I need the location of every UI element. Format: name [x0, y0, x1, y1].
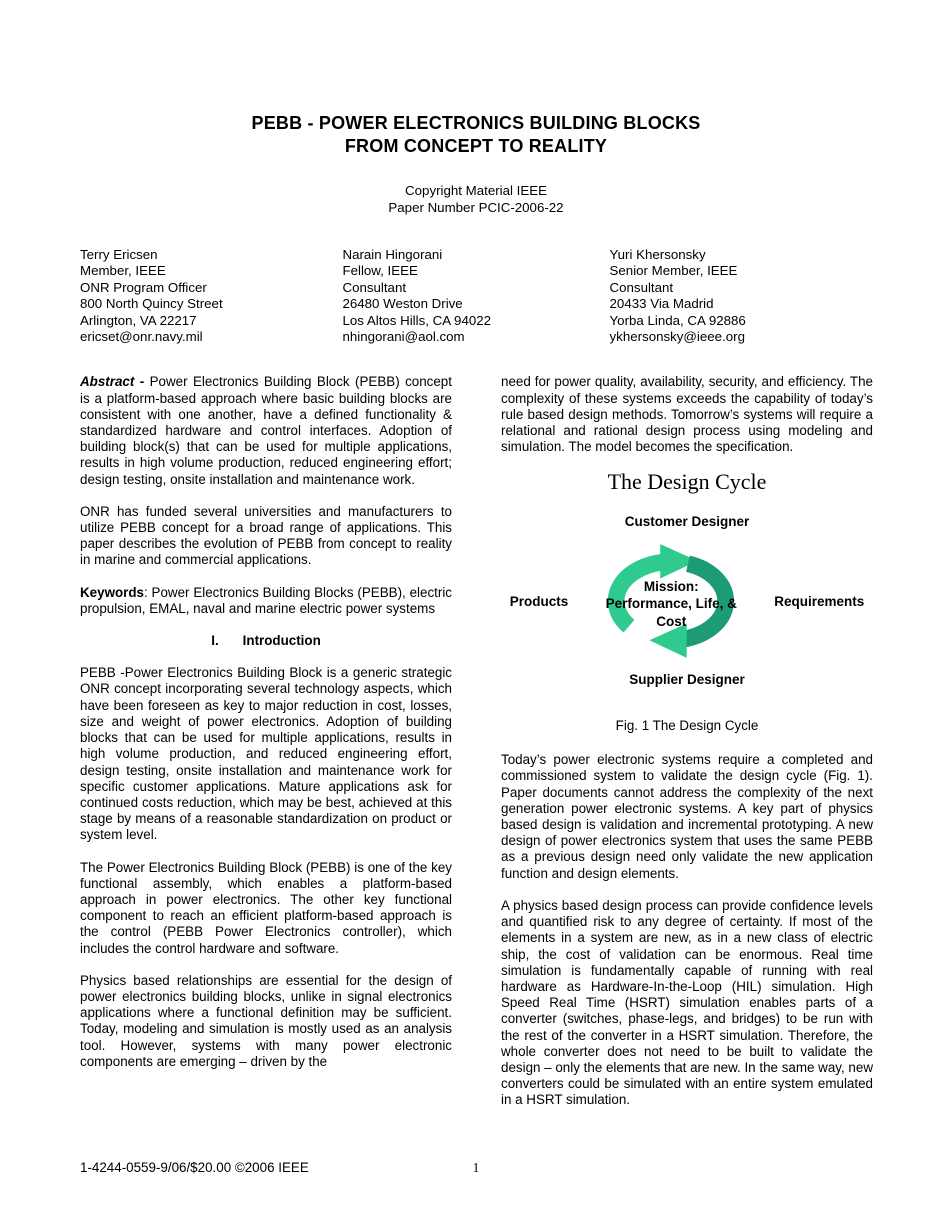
paragraph-need: need for power quality, availability, security, and efficiency. The complexity of these systems exceeds the capability of today’s rule based design methods. Tomorrow’s systems will require a relational and rational design process using modeling and simulation. The model becomes the specification. [501, 374, 873, 455]
section-heading-introduction [80, 633, 452, 649]
author-email: ericset@onr.navy.mil [80, 329, 203, 345]
author-name: Narain Hingorani [342, 247, 443, 262]
left-column [80, 374, 452, 1124]
right-column [501, 374, 873, 1124]
abstract-paragraph [80, 374, 452, 487]
author-address2: Los Altos Hills, CA 94022 [342, 312, 492, 328]
author-name: Terry Ericsen [80, 247, 158, 262]
figure-design-cycle [501, 469, 873, 734]
paragraph-intro-3: Physics based relationships are essential for the design of power electronics building blocks, unlike in signal electronics applications where a functional definition may be sufficient. Today, modeling and simulation is mostly used as an analysis tool. However, systems with many power electronic components are emerging – driven by the [80, 972, 452, 1069]
keywords-label: Keywords [80, 584, 144, 600]
cycle-arrows-graphic [573, 537, 769, 667]
copyright-footer: 1-4244-0559-9/06/$20.00 ©2006 IEEE [80, 1160, 309, 1175]
page-footer [0, 1160, 952, 1176]
author-email: ykhersonsky@ieee.org [609, 329, 745, 345]
author-card [80, 247, 342, 345]
mission-line1: Mission: [643, 578, 699, 594]
figure-label-customer-designer: Customer Designer [624, 513, 750, 529]
page-number: 1 [472, 1160, 480, 1175]
figure-caption: Fig. 1 The Design Cycle [615, 718, 759, 734]
paragraph-physics-design: A physics based design process can provide confidence levels and quantified risk to any degree of certainty. If most of the elements in a system are new, as in a new class of electric ship, the cost of validation can be enormous. Real time simulation is fundamentally capable of running with real hardware as Hardware-In-the-Loop (HIL) simulation. High Speed Real Time (HSRT) simulation enables parts of a converter (switches, phase-legs, and bridges) to be run with the rest of the converter in a HSRT simulation. Therefore, the whole converter does not need to be built to validate the design – only the elements that are new. In the same way, new converters could be simulated with an entire system emulated in a HSRT simulation. [501, 897, 873, 1108]
author-card [610, 247, 872, 345]
author-role: Consultant [342, 279, 407, 295]
mission-line2: Performance, Life, & [605, 596, 737, 612]
author-address2: Arlington, VA 22217 [80, 312, 197, 328]
author-membership: Fellow, IEEE [342, 263, 418, 279]
author-name: Yuri Khersonsky [609, 247, 706, 262]
section-title: Introduction [242, 633, 321, 649]
figure-label-products: Products [509, 593, 569, 609]
figure-center-mission-text [606, 578, 737, 631]
author-email: nhingorani@aol.com [342, 329, 465, 345]
paper-number: Paper Number PCIC-2006-22 [388, 199, 564, 215]
paper-title-line1: PEBB - POWER ELECTRONICS BUILDING BLOCKS [251, 113, 701, 133]
author-card [342, 247, 609, 345]
paragraph-intro-1: PEBB -Power Electronics Building Block is a generic strategic ONR concept incorporating several technology aspects, which have been foreseen as key to major reduction in cost, losses, size and weight of power electronics. Adoption of building blocks that can be used for multiple applications, results in high volume production, and reduced engineering effort, design testing, onsite installation and maintenance work for specific customer applications. Mature applications ask for continued costs reduction, which may be best, achieved at this stage by means of a reasonable standardization on product or system level. [80, 665, 452, 843]
keywords-text: : Power Electronics Building Blocks (PEBB), electric propulsion, EMAL, naval and marine electric power systems [80, 584, 452, 616]
figure-diagram-row [501, 537, 873, 667]
paragraph-intro-2: The Power Electronics Building Block (PEBB) is one of the key functional assembly, which enables a platform-based approach in power electronics. The other key functional component to reach an efficient platform-based approach is the control (PEBB Power Electronics controller), which includes the control hardware and software. [80, 859, 452, 956]
author-address1: 26480 Weston Drive [342, 296, 463, 312]
author-membership: Member, IEEE [80, 263, 166, 279]
paper-title-line2: FROM CONCEPT TO REALITY [344, 136, 608, 156]
copyright-material: Copyright Material IEEE [405, 183, 547, 198]
figure-label-requirements: Requirements [774, 593, 865, 609]
body-columns [80, 374, 873, 1124]
copyright-block [0, 183, 952, 216]
author-role: ONR Program Officer [80, 279, 207, 295]
figure-label-supplier-designer: Supplier Designer [629, 671, 745, 687]
author-membership: Senior Member, IEEE [609, 263, 738, 279]
author-address2: Yorba Linda, CA 92886 [609, 312, 746, 328]
abstract-label: Abstract - [80, 374, 145, 390]
paragraph-today: Today’s power electronic systems require a completed and commissioned system to validate the design cycle (Fig. 1). Paper documents cannot address the complexity of the next generation power electronic systems. A key part of physics based design is validation and incremental prototyping. A new design of power electronics system that uses the same PEBB as a previous design need only validate the new application function and design elements. [501, 752, 873, 881]
mission-line3: Cost [656, 613, 687, 629]
figure-title: The Design Cycle [607, 469, 767, 495]
author-role: Consultant [609, 279, 674, 295]
paragraph-onr: ONR has funded several universities and manufacturers to utilize PEBB concept for a broad range of applications. This paper describes the evolution of PEBB from concept to reality in marine and commercial applications. [80, 503, 452, 568]
section-number: I. [211, 633, 219, 649]
author-block [80, 247, 872, 345]
author-address1: 20433 Via Madrid [609, 296, 714, 312]
keywords-paragraph [80, 585, 452, 617]
paper-header [0, 0, 952, 216]
abstract-text: Power Electronics Building Block (PEBB) concept is a platform-based approach where basic building blocks are consistent with one another, have a defined functionality & standardized hardware and control interfaces. Adoption of building block(s) that can be used for multiple applications, results in high volume production, reduced engineering effort; design testing, onsite installation and maintenance work. [80, 374, 452, 487]
author-address1: 800 North Quincy Street [80, 296, 223, 312]
